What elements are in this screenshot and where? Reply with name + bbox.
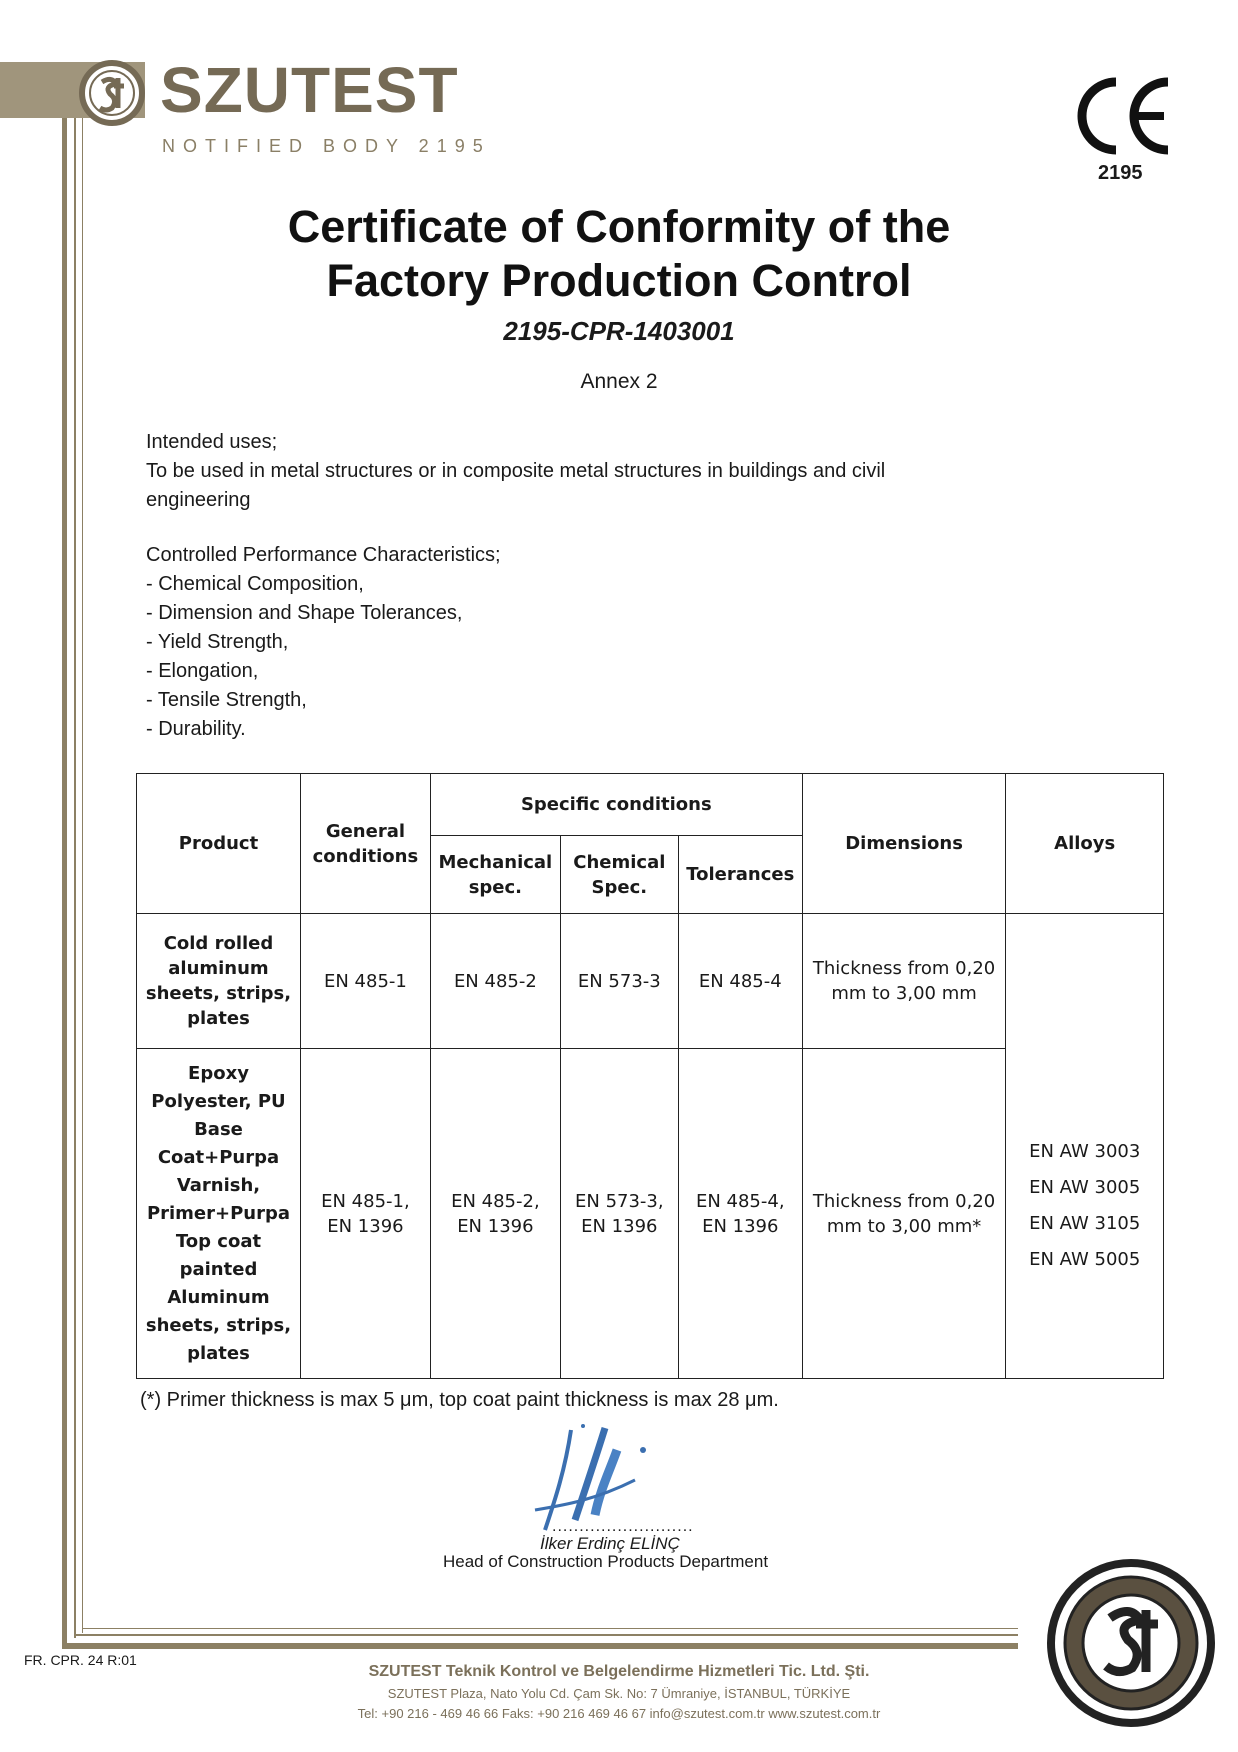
mechanical-cell: EN 485-2 [430,914,560,1049]
product-cell: Epoxy Polyester, PU Base Coat+Purpa Varnish, Primer+Purpa Top coat painted Aluminum sheets, strips, plates [137,1049,301,1379]
table-row [137,914,1164,1049]
annex-label: Annex 2 [580,370,658,393]
alloy-item: EN AW 5005 [1029,1249,1141,1270]
logo-subtitle: NOTIFIED BODY 2195 [162,136,491,156]
performance-item: - Chemical Composition, [146,573,364,595]
dimensions-cell: Thickness from 0,20 mm to 3,00 mm [802,914,1006,1049]
header-product: Product [137,774,301,914]
intended-uses-section [146,428,1106,515]
performance-item: - Tensile Strength, [146,689,307,711]
chemical-cell: EN 573-3, EN 1396 [560,1049,678,1379]
performance-item: - Dimension and Shape Tolerances, [146,602,463,624]
footer-address: SZUTEST Plaza, Nato Yolu Cd. Çam Sk. No: 7 Ümraniye, İSTANBUL, TÜRKİYE [387,1686,851,1701]
header-dimensions: Dimensions [802,774,1006,914]
frame-line-bottom-3 [82,1628,1018,1629]
footnote: (*) Primer thickness is max 5 μm, top coat paint thickness is max 28 μm. [140,1389,779,1411]
signature-line: .......................... [552,1518,694,1535]
general-cell: EN 485-1, EN 1396 [300,1049,430,1379]
ce-mark-icon [1072,74,1172,158]
alloys-cell [1006,914,1164,1379]
performance-heading: Controlled Performance Characteristics; [146,544,501,566]
title-line-1: Certificate of Conformity of the [287,201,951,252]
certificate-number: 2195-CPR-1403001 [503,316,735,346]
product-cell: Cold rolled aluminum sheets, strips, plates [137,914,301,1049]
performance-item: - Yield Strength, [146,631,289,653]
footer-company: SZUTEST Teknik Kontrol ve Belgelendirme Hizmetleri Tic. Ltd. Şti. [368,1663,870,1680]
szutest-seal-stamp [1046,1558,1216,1728]
alloy-item: EN AW 3005 [1029,1177,1141,1198]
performance-section [146,541,1106,744]
mechanical-cell: EN 485-2, EN 1396 [430,1049,560,1379]
general-cell: EN 485-1 [300,914,430,1049]
header-tolerances: Tolerances [678,836,802,914]
signatory-role: Head of Construction Products Department [443,1552,769,1571]
header-specific-conditions: Specific conditions [430,774,802,836]
header-mechanical-spec: Mechanical spec. [430,836,560,914]
notified-body-number: 2195 [1098,162,1143,184]
title-line-2: Factory Production Control [326,255,912,306]
header-chemical-spec: Chemical Spec. [560,836,678,914]
frame-line-bottom-2 [74,1634,1018,1636]
frame-line-bottom-1 [62,1643,1018,1649]
certificate-title [0,200,1238,308]
header-general-conditions: General conditions [300,774,430,914]
form-code: FR. CPR. 24 R:01 [24,1652,137,1668]
szutest-logo-icon [70,60,148,126]
alloy-item: EN AW 3105 [1029,1213,1141,1234]
logo-wordmark: SZUTEST [160,54,459,126]
intended-uses-text-2: engineering [146,489,251,511]
tolerances-cell: EN 485-4, EN 1396 [678,1049,802,1379]
intended-uses-heading: Intended uses; [146,431,278,453]
footer-contact: Tel: +90 216 - 469 46 66 Faks: +90 216 469 46 67 info@szutest.com.tr www.szutest.com.tr [357,1706,881,1721]
dimensions-cell: Thickness from 0,20 mm to 3,00 mm* [802,1049,1006,1379]
frame-line-left-1 [62,118,67,1648]
performance-item: - Elongation, [146,660,259,682]
performance-item: - Durability. [146,718,246,740]
intended-uses-text-1: To be used in metal structures or in composite metal structures in buildings and civil [146,460,886,482]
chemical-cell: EN 573-3 [560,914,678,1049]
header-alloys: Alloys [1006,774,1164,914]
signatory-name: İlker Erdinç ELİNÇ [540,1534,680,1553]
tolerances-cell: EN 485-4 [678,914,802,1049]
alloy-item: EN AW 3003 [1029,1141,1141,1162]
product-table [136,773,1164,1379]
